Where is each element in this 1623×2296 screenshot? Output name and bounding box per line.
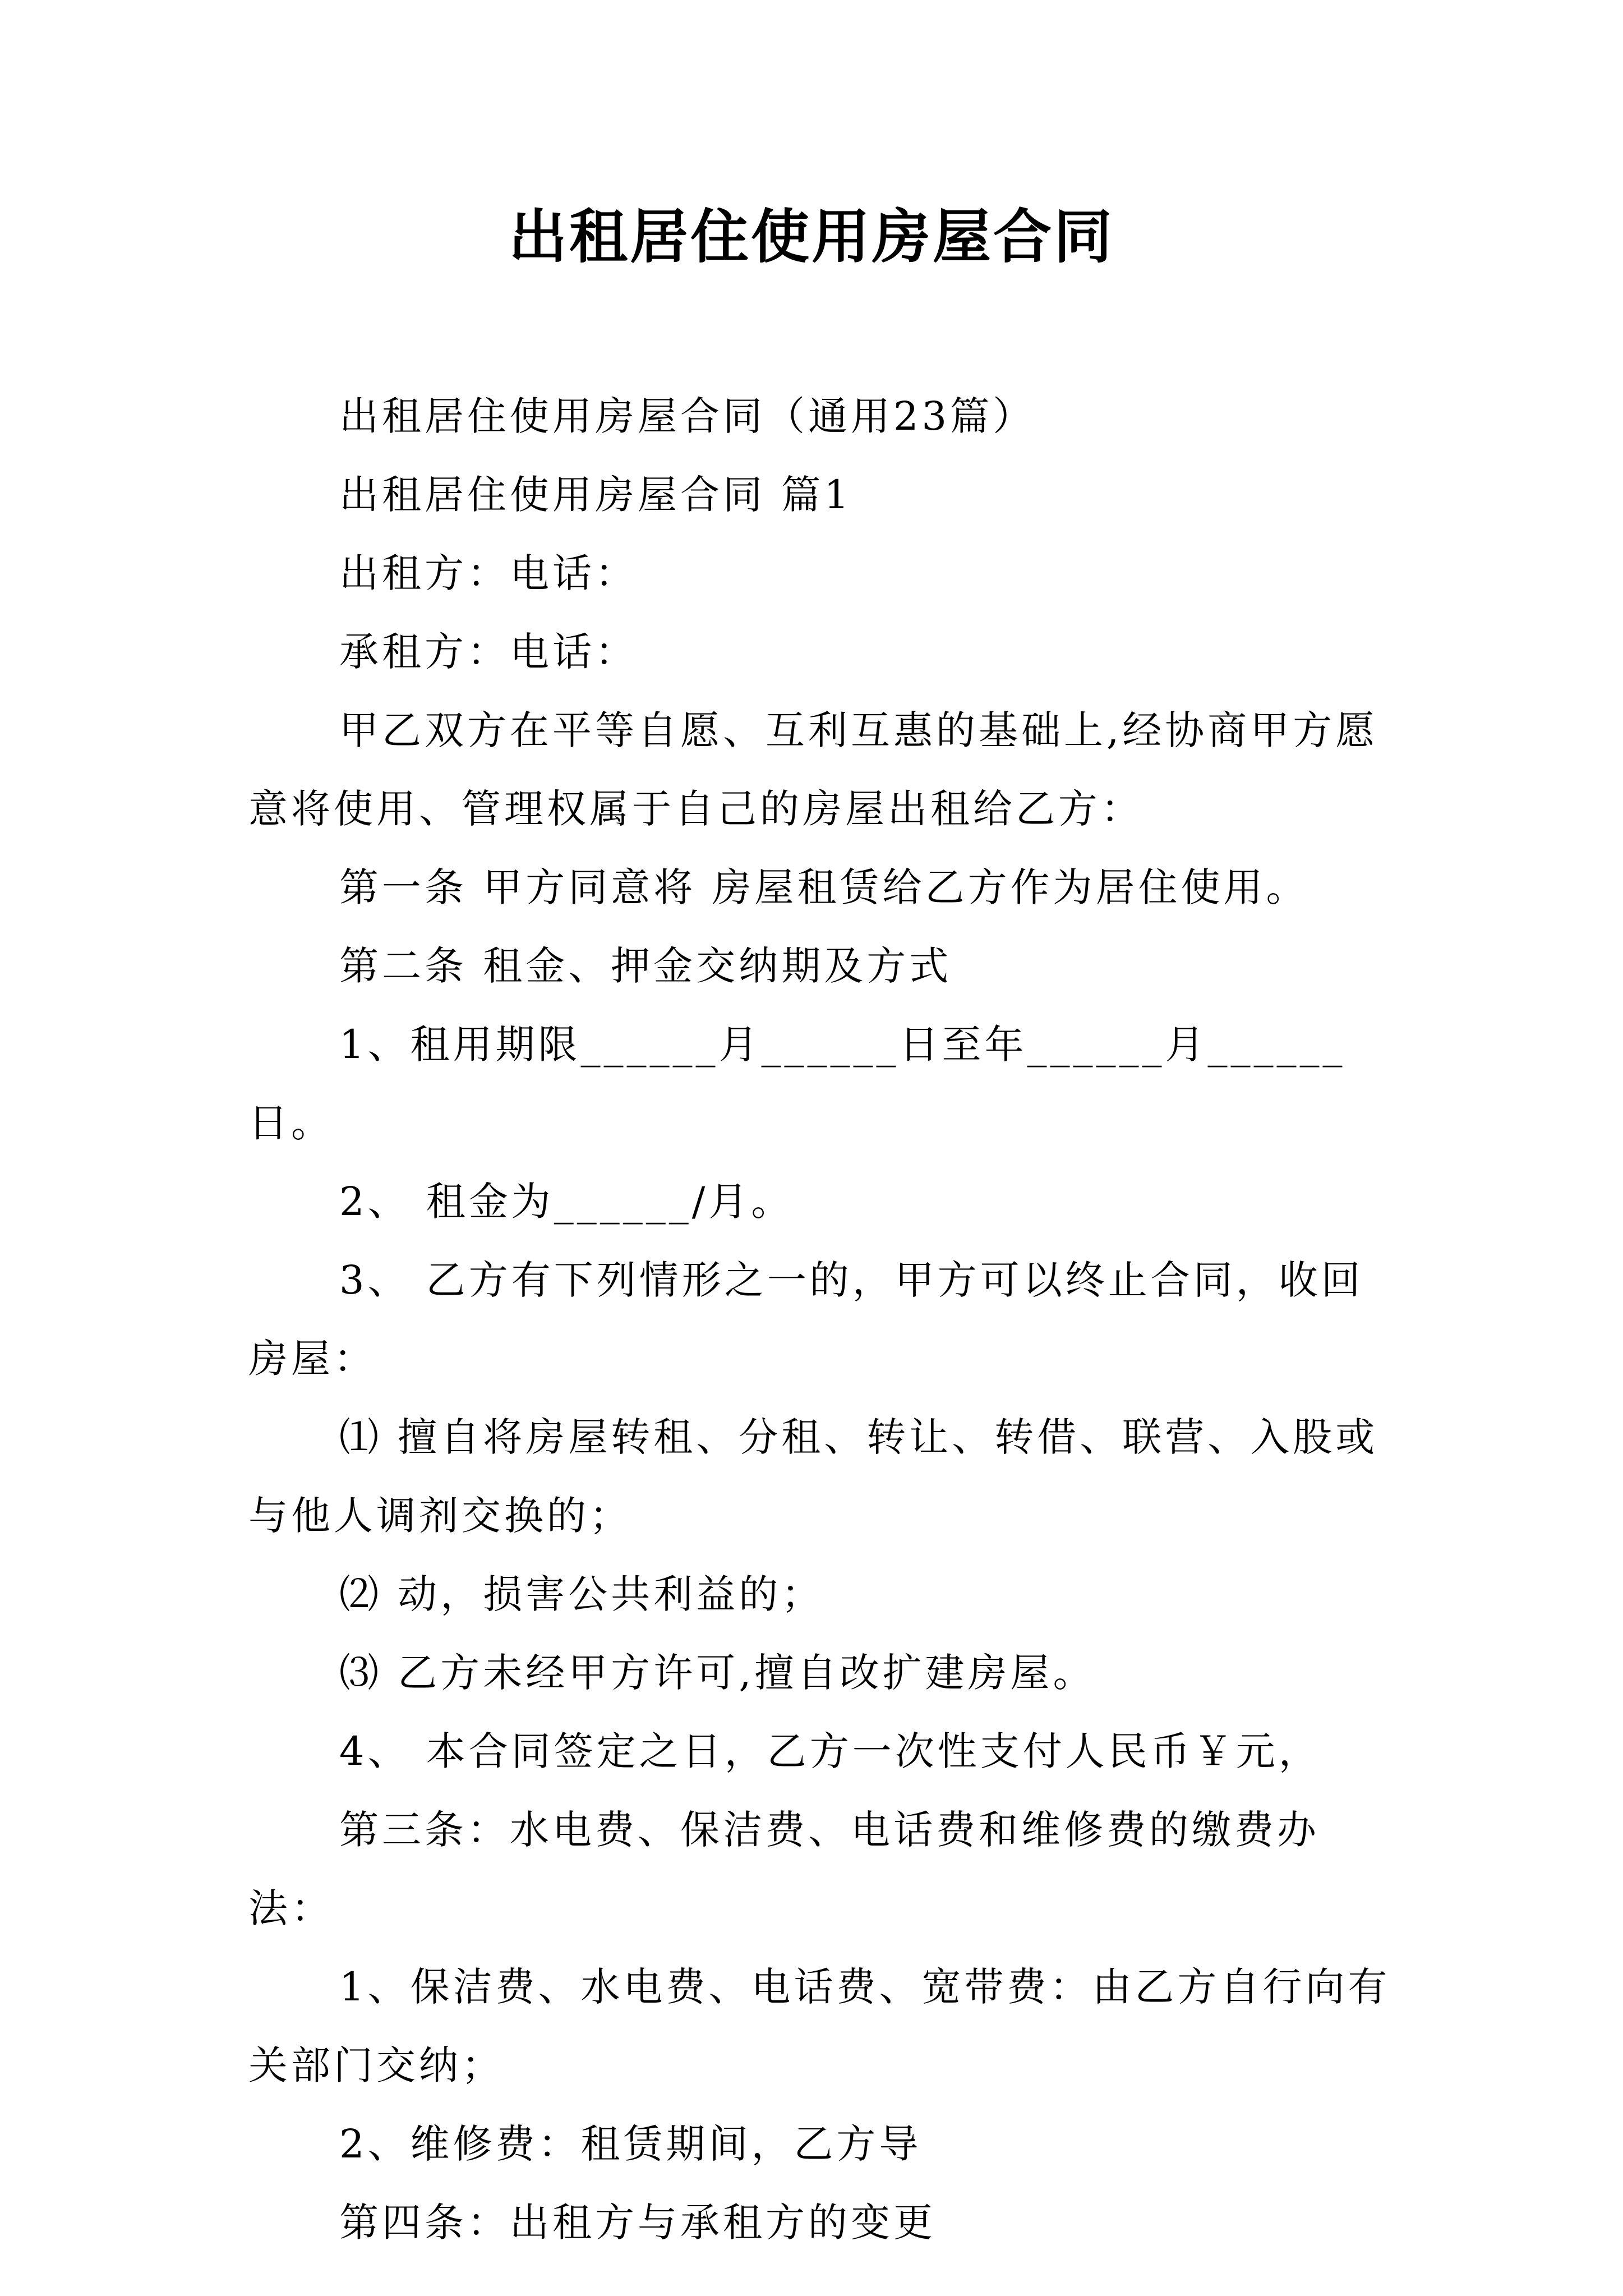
paragraph-clause-1: ⑴ 擅自将房屋转租、分租、转让、转借、联营、入股或与他人调剂交换的； (248, 1414, 1378, 1539)
paragraph-lessor: 出租方：电话： (339, 550, 638, 596)
document-title: 出租居住使用房屋合同 (508, 202, 1114, 271)
paragraph-article-2: 第二条 租金、押金交纳期及方式 (339, 943, 952, 989)
paragraph-clause-2: ⑵ 动，损害公共利益的； (339, 1571, 824, 1617)
paragraph-article-3: 第三条：水电费、保洁费、电话费和维修费的缴费办法： (248, 1807, 1320, 1931)
paragraph-payment: 4、 本合同签定之日，乙方一次性支付人民币￥元， (339, 1728, 1321, 1774)
paragraph-rent: 2、 租金为______/月。 (339, 1179, 794, 1225)
paragraph-clause-3: ⑶ 乙方未经甲方许可,擅自改扩建房屋。 (339, 1650, 1096, 1696)
document-body (248, 377, 1393, 2262)
paragraph-heading: 出租居住使用房屋合同（通用23篇） (339, 393, 1036, 439)
paragraph-maintenance: 2、维修费：租赁期间，乙方导 (339, 2121, 922, 2167)
paragraph-section-title: 出租居住使用房屋合同 篇1 (339, 472, 852, 518)
paragraph-article-4: 第四条：出租方与承租方的变更 (339, 2200, 936, 2246)
paragraph-fees: 1、保洁费、水电费、电话费、宽带费：由乙方自行向有关部门交纳； (248, 1964, 1391, 2088)
paragraph-intro: 甲乙双方在平等自愿、互利互惠的基础上,经协商甲方愿意将使用、管理权属于自己的房屋出租给乙方： (248, 707, 1378, 832)
paragraph-lessee: 承租方：电话： (339, 629, 638, 675)
paragraph-termination: 3、 乙方有下列情形之一的，甲方可以终止合同，收回房屋： (248, 1257, 1364, 1382)
paragraph-article-1: 第一条 甲方同意将 房屋租赁给乙方作为居住使用。 (339, 864, 1309, 910)
paragraph-term: 1、租用期限______月______日至年______月______日。 (248, 1022, 1346, 1146)
